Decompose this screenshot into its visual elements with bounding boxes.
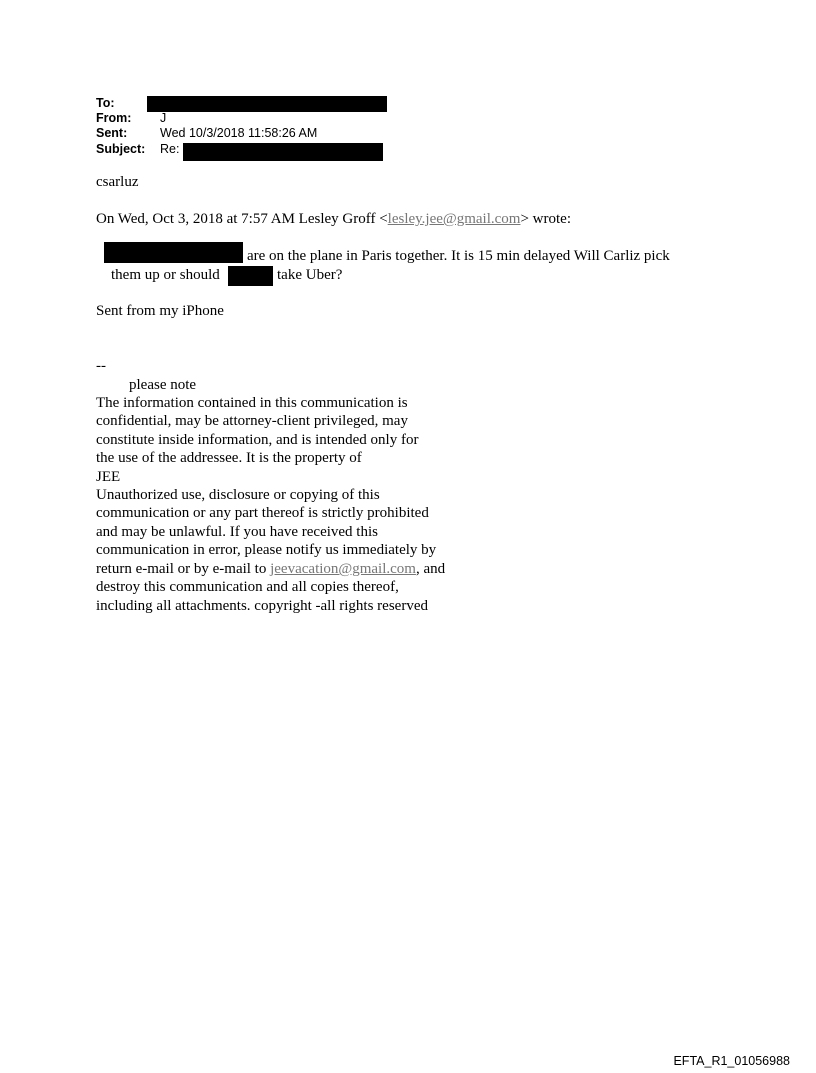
sent-label: Sent:: [96, 126, 128, 140]
notice-line-1: The information contained in this communication is: [96, 395, 408, 411]
to-redaction: [147, 96, 387, 112]
from-label: From:: [96, 111, 132, 125]
quote-line-1: are on the plane in Paris together. It is 15 min delayed Will Carliz pick: [247, 248, 670, 264]
reply-text: csarluz: [96, 174, 139, 190]
quote-redaction-person: [228, 266, 273, 286]
notice-line-6: Unauthorized use, disclosure or copying of this: [96, 487, 380, 503]
quote-intro-suffix: > wrote:: [520, 211, 571, 227]
notice-return-prefix: return e-mail or by e-mail to: [96, 561, 271, 577]
quote-line-2-a: them up or should: [111, 267, 220, 283]
notice-line-destroy: destroy this communication and all copies thereof,: [96, 579, 399, 595]
subject-label: Subject:: [96, 142, 146, 156]
quote-redaction-names: [104, 242, 243, 263]
page-identifier: EFTA_R1_01056988: [673, 1054, 790, 1068]
quote-intro: [96, 211, 571, 228]
signature-text: Sent from my iPhone: [96, 303, 224, 319]
sent-value: Wed 10/3/2018 11:58:26 AM: [160, 126, 318, 140]
quote-line-2-b: take Uber?: [277, 267, 343, 283]
notice-line-copyright: including all attachments. copyright -all rights reserved: [96, 598, 428, 614]
notice-line-9: communication in error, please notify us immediately by: [96, 542, 437, 558]
quote-intro-prefix: On Wed, Oct 3, 2018 at 7:57 AM Lesley Groff <: [96, 211, 388, 227]
from-value: J: [160, 111, 167, 125]
notice-line-8: and may be unlawful. If you have received this: [96, 524, 378, 540]
notice-line-4: the use of the addressee. It is the property of: [96, 450, 362, 466]
notice-line-5: JEE: [96, 469, 121, 485]
subject-value: Re:: [160, 142, 180, 156]
quote-email-link[interactable]: lesley.jee@gmail.com: [387, 211, 521, 227]
notice-line-return: [96, 561, 445, 578]
separator: --: [96, 358, 106, 374]
to-label: To:: [96, 96, 115, 110]
subject-redaction: [183, 143, 383, 161]
notice-line-3: constitute inside information, and is intended only for: [96, 432, 419, 448]
notice-line-7: communication or any part thereof is strictly prohibited: [96, 505, 429, 521]
notice-line-2: confidential, may be attorney-client privileged, may: [96, 413, 408, 429]
notice-email-link[interactable]: jeevacation@gmail.com: [270, 561, 416, 577]
notice-return-suffix: , and: [415, 561, 446, 577]
please-note: please note: [129, 377, 197, 393]
